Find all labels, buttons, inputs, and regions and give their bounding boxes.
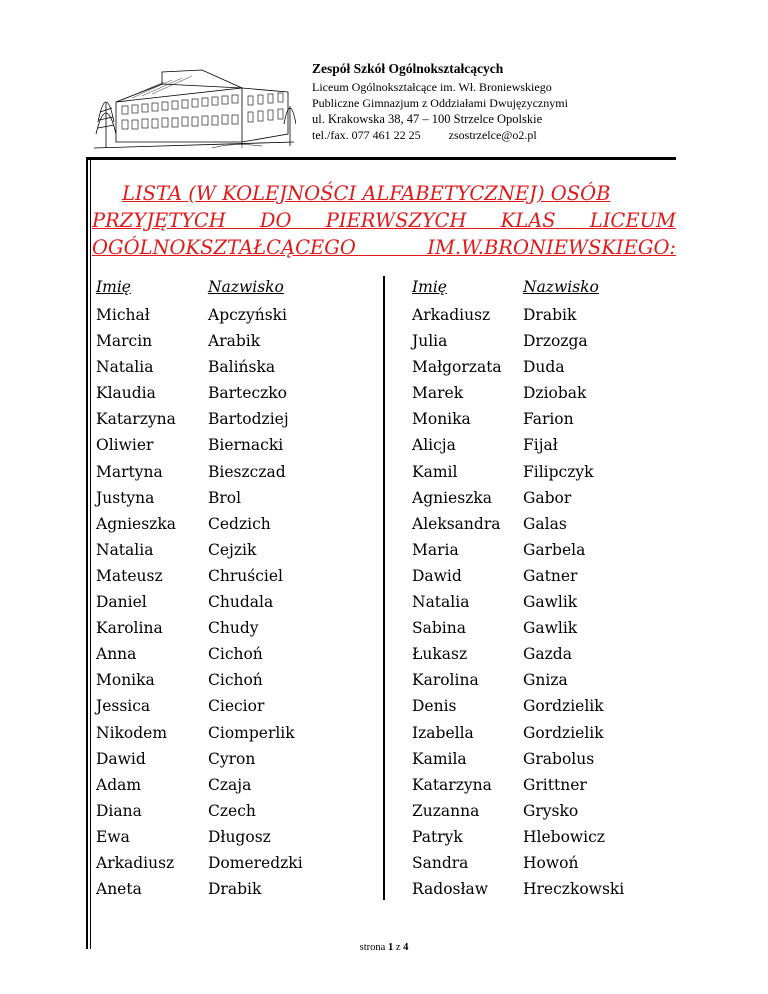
last-name-header: Nazwisko <box>208 278 284 296</box>
last-name: Czech <box>208 801 256 820</box>
left-border-inner <box>90 157 91 949</box>
first-name: Aleksandra <box>412 514 501 533</box>
first-name: Anna <box>96 645 137 664</box>
first-name: Izabella <box>412 723 474 742</box>
name-row <box>412 328 624 354</box>
last-name: Filipczyk <box>523 462 594 481</box>
last-name: Farion <box>523 410 574 429</box>
first-name: Patryk <box>412 827 463 846</box>
first-name: Jessica <box>96 697 151 716</box>
last-name: Gawlik <box>523 619 578 638</box>
name-row <box>412 511 624 537</box>
last-name: Duda <box>523 358 565 377</box>
first-name: Mateusz <box>96 566 163 585</box>
first-name: Karolina <box>96 619 163 638</box>
page-footer <box>0 942 768 953</box>
first-name: Marek <box>412 384 464 403</box>
school-subtitle-1: Liceum Ogólnokształcące im. Wł. Broniewskiego <box>312 80 552 94</box>
first-name: Kamil <box>412 462 458 481</box>
name-row <box>412 746 624 772</box>
name-row <box>412 485 624 511</box>
name-row <box>96 693 303 719</box>
name-row <box>412 380 624 406</box>
title-line-3: OGÓLNOKSZTAŁCĄCEGO IM.W.BRONIEWSKIEGO: <box>92 236 676 259</box>
last-name: Cichoń <box>208 671 263 690</box>
last-name: Gordzielik <box>523 697 604 716</box>
name-row <box>412 432 624 458</box>
last-name: Grabolus <box>523 749 595 768</box>
name-row <box>96 563 303 589</box>
name-row <box>96 354 303 380</box>
first-name: Kamila <box>412 749 467 768</box>
first-name: Nikodem <box>96 723 168 742</box>
last-name: Galas <box>523 514 567 533</box>
first-name: Klaudia <box>96 384 156 403</box>
school-address: ul. Krakowska 38, 47 – 100 Strzelce Opolskie <box>312 112 543 126</box>
first-name: Łukasz <box>412 645 468 664</box>
last-name: Ciecior <box>208 697 265 716</box>
name-row <box>96 772 303 798</box>
last-name: Gordzielik <box>523 723 604 742</box>
first-name: Daniel <box>96 593 147 612</box>
header-divider <box>86 157 676 160</box>
first-name: Sandra <box>412 853 469 872</box>
name-row <box>96 432 303 458</box>
column-divider <box>383 276 385 900</box>
name-row <box>412 589 624 615</box>
last-name: Bartodziej <box>208 410 289 429</box>
school-header <box>312 60 692 143</box>
name-row <box>412 824 624 850</box>
last-name: Drzozga <box>523 332 588 351</box>
document-title <box>92 180 676 261</box>
last-name: Cejzik <box>208 540 257 559</box>
first-name: Julia <box>412 332 448 351</box>
name-row <box>412 459 624 485</box>
first-name: Katarzyna <box>412 775 492 794</box>
name-row <box>96 511 303 537</box>
first-name: Karolina <box>412 671 479 690</box>
school-name: Zespół Szkół Ogólnokształcących <box>312 61 504 76</box>
name-row <box>412 798 624 824</box>
last-name: Gniza <box>523 671 568 690</box>
name-row <box>96 746 303 772</box>
first-name: Adam <box>96 775 142 794</box>
name-row <box>412 772 624 798</box>
name-row <box>96 667 303 693</box>
first-name: Oliwier <box>96 436 154 455</box>
name-row <box>412 563 624 589</box>
name-row <box>412 667 624 693</box>
name-row <box>412 537 624 563</box>
first-name: Aneta <box>96 880 142 899</box>
name-row <box>96 328 303 354</box>
last-name: Drabik <box>523 306 577 324</box>
last-name: Długosz <box>208 827 271 846</box>
last-name: Gawlik <box>523 593 578 612</box>
name-row <box>96 537 303 563</box>
name-row <box>96 459 303 485</box>
last-name: Gabor <box>523 488 572 507</box>
last-name: Howoń <box>523 853 579 872</box>
first-name: Arkadiusz <box>412 306 491 324</box>
first-name: Natalia <box>96 540 154 559</box>
name-row <box>96 615 303 641</box>
school-email: zsostrzelce@o2.pl <box>448 128 537 142</box>
last-name: Brol <box>208 488 242 507</box>
column-header-row <box>96 276 303 302</box>
first-name: Monika <box>412 410 471 429</box>
name-row <box>96 798 303 824</box>
name-row <box>412 406 624 432</box>
name-row <box>412 693 624 719</box>
footer-page-total: 4 <box>403 942 409 953</box>
first-name: Natalia <box>96 358 154 377</box>
last-name: Barteczko <box>208 384 288 403</box>
name-row <box>412 720 624 746</box>
first-name: Radosław <box>412 880 489 899</box>
name-row <box>412 354 624 380</box>
name-row <box>412 641 624 667</box>
name-row <box>96 641 303 667</box>
first-name: Arkadiusz <box>96 853 175 872</box>
footer-separator: z <box>395 942 401 953</box>
first-name: Małgorzata <box>412 358 502 377</box>
first-name: Sabina <box>412 619 466 638</box>
last-name: Domeredzki <box>208 853 303 872</box>
school-contact <box>312 127 692 143</box>
title-line-2: PRZYJĘTYCH DO PIERWSZYCH KLAS LICEUM <box>92 209 676 232</box>
last-name: Grittner <box>523 775 587 794</box>
last-name: Ciomperlik <box>208 723 295 742</box>
last-name: Hlebowicz <box>523 827 605 846</box>
first-name: Maria <box>412 540 459 559</box>
last-name: Cichoń <box>208 645 263 664</box>
first-name: Monika <box>96 671 155 690</box>
first-name: Dawid <box>96 749 146 768</box>
column-header-row <box>412 276 624 302</box>
first-name: Agnieszka <box>96 514 176 533</box>
last-name: Gazda <box>523 645 572 664</box>
last-name: Cedzich <box>208 514 271 533</box>
name-row <box>96 824 303 850</box>
last-name: Hreczkowski <box>523 880 625 899</box>
name-row <box>96 589 303 615</box>
first-name: Justyna <box>96 488 155 507</box>
first-name: Diana <box>96 801 142 820</box>
name-row <box>412 876 624 902</box>
first-name: Ewa <box>96 827 130 846</box>
last-name: Chudy <box>208 619 259 638</box>
last-name: Cyron <box>208 749 256 768</box>
first-name: Dawid <box>412 566 462 585</box>
first-name: Agnieszka <box>412 488 492 507</box>
first-name: Natalia <box>412 593 470 612</box>
last-name: Apczyński <box>208 306 288 324</box>
first-name: Alicja <box>412 436 456 455</box>
name-row <box>96 485 303 511</box>
first-name: Michał <box>96 306 150 324</box>
last-name: Biernacki <box>208 436 284 455</box>
first-name: Denis <box>412 697 457 716</box>
first-name-header: Imię <box>96 278 131 296</box>
last-name: Drabik <box>208 880 262 899</box>
name-row <box>96 380 303 406</box>
last-name: Garbela <box>523 540 586 559</box>
name-row <box>412 302 624 328</box>
last-name: Chruściel <box>208 566 283 585</box>
name-row <box>96 406 303 432</box>
first-name-header: Imię <box>412 278 447 296</box>
name-row <box>412 850 624 876</box>
left-border <box>86 157 88 949</box>
name-row <box>412 615 624 641</box>
first-name: Martyna <box>96 462 163 481</box>
last-name: Czaja <box>208 775 252 794</box>
school-building-logo <box>92 62 296 150</box>
name-row <box>96 850 303 876</box>
names-column-left <box>96 276 303 902</box>
last-name: Arabik <box>208 332 261 351</box>
title-line-1: LISTA (W KOLEJNOŚCI ALFABETYCZNEJ) OSÓB <box>122 182 611 205</box>
first-name: Zuzanna <box>412 801 480 820</box>
first-name: Katarzyna <box>96 410 176 429</box>
name-row <box>96 720 303 746</box>
name-row <box>96 876 303 902</box>
footer-page-number: 1 <box>387 942 394 953</box>
footer-prefix: strona <box>359 942 386 953</box>
last-name: Grysko <box>523 801 579 820</box>
school-subtitle-2: Publiczne Gimnazjum z Oddziałami Dwujęzycznymi <box>312 96 568 110</box>
school-phone: tel./fax. 077 461 22 25 <box>312 128 421 142</box>
name-row <box>96 302 303 328</box>
last-name: Balińska <box>208 358 276 377</box>
names-column-right <box>412 276 624 902</box>
last-name: Chudala <box>208 593 274 612</box>
last-name: Fijał <box>523 436 558 455</box>
last-name: Gatner <box>523 566 578 585</box>
last-name: Dziobak <box>523 384 587 403</box>
last-name-header: Nazwisko <box>523 278 599 296</box>
first-name: Marcin <box>96 332 153 351</box>
last-name: Bieszczad <box>208 462 286 481</box>
